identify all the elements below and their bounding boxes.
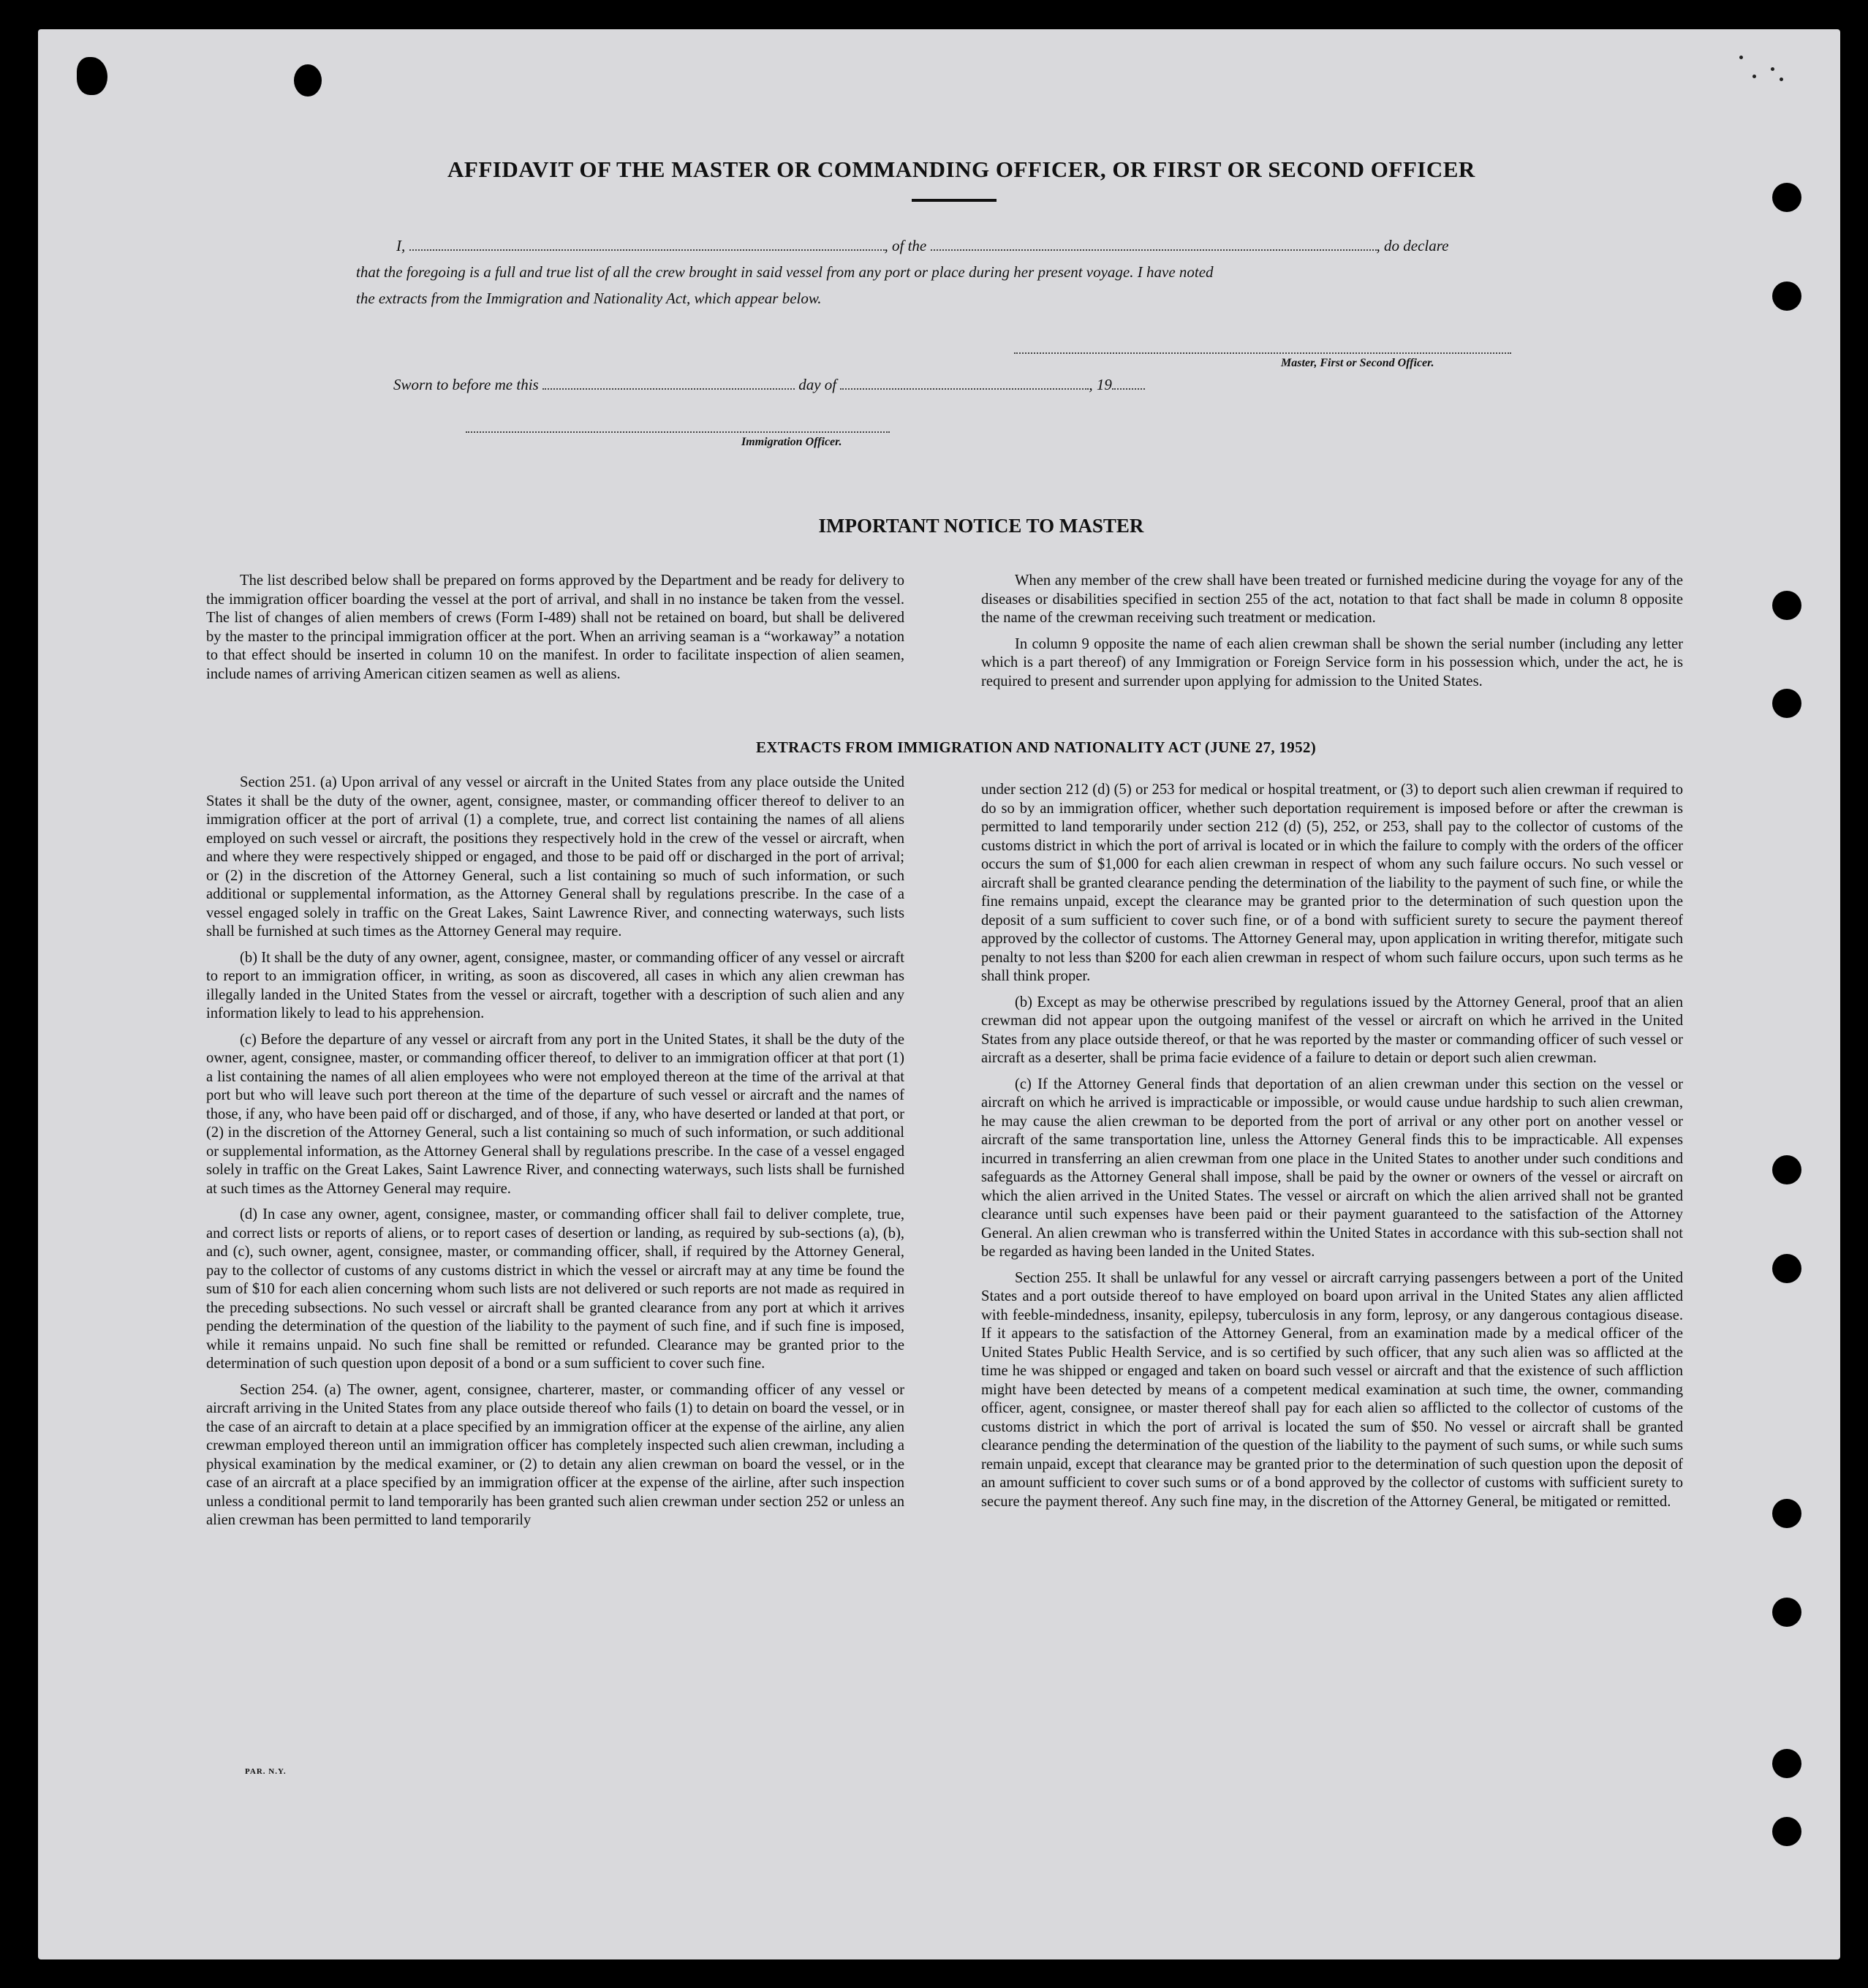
sworn-date-blank[interactable] [542,375,795,390]
document-page [38,29,1840,1959]
sworn-prefix: Sworn to before me this [393,376,539,393]
punch-hole [1772,183,1801,212]
speck [1780,78,1783,81]
section-254-a-cont: under section 212 (d) (5) or 253 for medical or hospital treatment, or (3) to deport such alien crewman if required to do so by an immigration officer, whether such deportation requirement is imposed before or after the crewman is permitted to land temporarily under section 212 (d) (5), 252, or 253, shall pay to the collector of customs of the customs district in which the port of arrival is located or in which the failure to comply with the orders of the officer occurs the sum of $1,000 for each alien crewman in respect of whom any such failure occurs. No such vessel or aircraft shall be granted clearance pending the determination of the liability to the payment of such fine, or while the fine remains unpaid, except the clearance may be granted prior to the determination of such question upon the deposit of a sum sufficient to cover such fine, or of a bond with sufficient surety to secure the payment thereof approved by the collector of customs. The Attorney General may, upon application in writing therefor, mitigate such penalty to not less than $200 for each alien crewman in respect of whom such failure occurs, upon such terms as he shall think proper. [981,782,1683,984]
extracts-right-column [981,781,1683,1519]
section-254-a: Section 254. (a) The owner, agent, consignee, charterer, master, or commanding officer of any vessel or aircraft arriving in the United States from any place outside thereof who fails (1) to detain on board the vessel, or in the case of an aircraft to detain at a place specified by an immigration officer at the expense of the airline, any alien crewman employed thereon until an immigration officer has completely inspected such alien crewman, including a physical examination by the medical examiner, or (2) to detain any alien crewman on board the vessel, or in the case of an aircraft at a place specified by an immigration officer at the expense of the airline, after such inspection unless a conditional permit to land temporarily has been granted such alien crewman under section 252 or unless an alien crewman has been permitted to land temporarily [206,1381,904,1528]
punch-hole [1772,1155,1801,1184]
extracts-left-column [206,774,904,1538]
punch-hole [1772,1598,1801,1627]
extracts-title: EXTRACTS FROM IMMIGRATION AND NATIONALITY ACT (JUNE 27, 1952) [756,738,1316,756]
section-251-b: (b) It shall be the duty of any owner, agent, consignee, master, or commanding officer of any vessel or aircraft to report to an immigration officer, in writing, as soon as discovered, all cases in which any alien crewman has illegally landed in the United States from the vessel or aircraft, together with a description of such alien and any information likely to lead to his apprehension. [206,949,904,1021]
section-251-d: (d) In case any owner, agent, consignee, master, or commanding officer shall fail to deliver complete, true, and correct lists or reports of aliens, or to report cases of desertion or landing, as required by sub-sections (a), (b), and (c), such owner, agent, consignee, master, or commanding officer, shall, if required by the Attorney General, pay to the collector of customs of any customs district in which the vessel or aircraft may at any time be found the sum of $10 for each alien concerning whom such lists are not delivered or such reports are not made as required in the preceding subsections. No such vessel or aircraft shall be granted clearance from any port at which it arrives pending the determination of the question of the liability to the payment of such fine, and if such fine is imposed, while it remains unpaid. No such fine shall be remitted or refunded. Clearance may be granted prior to the determination of such question upon deposit of a bond or a sum sufficient to cover such fine. [206,1206,904,1372]
printer-mark: PAR. N.Y. [245,1767,287,1776]
notice-left-paragraph: The list described below shall be prepared on forms approved by the Department and be ready for delivery to the immigration officer boarding the vessel at the port of arrival, and shall in no instance be taken from the vessel. The list of changes of alien members of crews (Form I-489) shall not be retained on board, but shall be delivered by the master to the principal immigration officer at the port. When an arriving seaman is a “workaway” a notation to that effect should be inserted in column 10 on the manifest. In order to facilitate inspection of alien seamen, include names of arriving American citizen seamen as well as aliens. [206,572,904,682]
punch-hole [1772,591,1801,620]
sworn-line [393,374,1145,395]
notice-title: IMPORTANT NOTICE TO MASTER [818,515,1144,537]
punch-hole [77,57,107,95]
declaration-line-2: that the foregoing is a full and true list of all the crew brought in said vessel from any port or place during her present voyage. I have noted [356,263,1214,281]
notice-right-paragraph-2: In column 9 opposite the name of each alien crewman shall be shown the serial number (including any letter which is a part thereof) of any Immigration or Foreign Service form in his possession which, under the act, he is required to present and surrender upon applying for admission to the United States. [981,635,1683,689]
name-blank[interactable] [409,236,885,251]
decl-i: I, [396,237,406,254]
notice-right-paragraph-1: When any member of the crew shall have been treated or furnished medicine during the voyage for any of the diseases or disabilities specified in section 255 of the act, notation to that fact shall be made in column 8 opposite the name of the crewman receiving such treatment or medication. [981,572,1683,626]
section-255: Section 255. It shall be unlawful for any vessel or aircraft carrying passengers between a port of the United States and a port outside thereof to have employed on board upon arrival in the United States any alien afflicted with feeble-mindedness, insanity, epilepsy, tuberculosis in any form, leprosy, or any dangerous contagious disease. If it appears to the satisfaction of the Attorney General, from an examination made by a medical officer of the United States Public Health Service, and is so certified by such officer, that any such alien was so afflicted at the time he was shipped or engaged and taken on board such vessel or aircraft and that the existence of such affliction might have been detected by means of a competent medical examination at such time, the owner, commanding officer, agent, consignee, or master thereof shall pay for each alien so afflicted to the collector of customs of the customs district in which the port of arrival is located the sum of $50. No vessel or aircraft shall be granted clearance pending the determination of the question of the liability to the payment of such sums, or while such sums remain unpaid, except that clearance may be granted prior to the determination of such question upon the deposit of an amount sufficient to cover such sums or of a bond approved by the collector of customs with sufficient surety to secure the payment thereof. Any such fine may, in the discretion of the Attorney General, be mitigated or remitted. [981,1269,1683,1510]
declaration-line-1 [396,235,1448,256]
immigration-signature-line[interactable] [466,431,890,433]
section-254-b: (b) Except as may be otherwise prescribed by regulations issued by the Attorney General, proof that an alien crewman did not appear upon the outgoing manifest of the vessel or aircraft on which he arrived in the United States from any place outside thereof, or that he was reported by the master or commanding officer of such vessel or aircraft as a deserter, shall be prima facie evidence of a failure to detain or deport such alien crewman. [981,994,1683,1066]
punch-hole [294,64,322,97]
section-254-c: (c) If the Attorney General finds that deportation of an alien crewman under this section on the vessel or aircraft on which he arrived is impracticable or impossible, or would cause undue hardship to such alien crewman, he may cause the alien crewman to be deported from the port of arrival or any other port on another vessel or aircraft of the same transportation line, unless the Attorney General finds this to be impracticable. All expenses incurred in transferring an alien crewman from one place in the United States to another under such conditions and safeguards as the Attorney General shall impose, shall be paid by the owner or owners of the vessel or aircraft on which the alien arrived in the United States. The vessel or aircraft on which the alien arrived shall not be granted clearance until such expenses have been paid or their payment guaranteed to the satisfaction of the Attorney General. An alien crewman who is transferred within the United States in accordance with this sub-section shall not be regarded as having been landed in the United States. [981,1076,1683,1260]
sworn-month-blank[interactable] [840,375,1089,390]
immigration-caption: Immigration Officer. [741,436,842,448]
punch-hole [1772,1817,1801,1846]
sworn-year-blank[interactable] [1112,375,1145,390]
punch-hole [1772,689,1801,718]
sworn-year: , 19 [1089,376,1112,393]
declaration-line-3: the extracts from the Immigration and Nationality Act, which appear below. [356,290,822,307]
punch-hole [1772,281,1801,311]
punch-hole [1772,1254,1801,1283]
section-251-c: (c) Before the departure of any vessel or aircraft from any port in the United States, it shall be the duty of the owner, agent, consignee, master, or commanding officer thereof, to deliver to an immigration officer at that port (1) a list containing the names of all alien employees who were not employed thereon at the time of the arrival at that port but who will leave such port thereon at the time of the departure of such vessel or aircraft and the names of those, if any, who have been paid off or discharged, and of those, if any, who have deserted or landed at that port, or (2) in the discretion of the Attorney General, such a list containing so much of such information, or such additional or supplemental information, as the Attorney General shall by regulations prescribe. In the case of a vessel engaged solely in traffic on the Great Lakes, Saint Lawrence River, and connecting waterways, such lists shall be furnished at such times as the Attorney General may require. [206,1031,904,1197]
speck [1771,67,1774,71]
punch-hole [1772,1499,1801,1528]
speck [1752,75,1756,78]
sworn-day-of: day of [798,376,837,393]
notice-right-column [981,572,1683,698]
affidavit-title: AFFIDAVIT OF THE MASTER OR COMMANDING OFFICER, OR FIRST OR SECOND OFFICER [447,156,1475,182]
speck [1739,56,1743,59]
master-caption: Master, First or Second Officer. [1281,357,1434,369]
section-251-a: Section 251. (a) Upon arrival of any vessel or aircraft in the United States from any place outside the United States it shall be the duty of the owner, agent, consignee, master, or commanding officer thereof to deliver to an immigration officer at the port of arrival (1) a complete, true, and correct list containing the names of all aliens employed on such vessel or aircraft, the positions they respectively hold in the crew of the vessel or aircraft, when and where they were respectively shipped or engaged, and those to be paid off or discharged in the port of arrival; or (2) in the discretion of the Attorney General, such a list containing so much of such information, or such additional or supplemental information, as the Attorney General shall by regulations prescribe. In the case of a vessel engaged solely in traffic on the Great Lakes, Saint Lawrence River, and connecting waterways, such lists shall be furnished at such times as the Attorney General may require. [206,774,904,940]
notice-left-column [206,572,904,691]
decl-of-the: , of the [884,237,927,254]
decl-do-declare: , do declare [1376,237,1449,254]
title-rule [912,199,997,202]
master-signature-line[interactable] [1014,352,1511,354]
vessel-blank[interactable] [931,236,1377,251]
punch-hole [1772,1749,1801,1778]
